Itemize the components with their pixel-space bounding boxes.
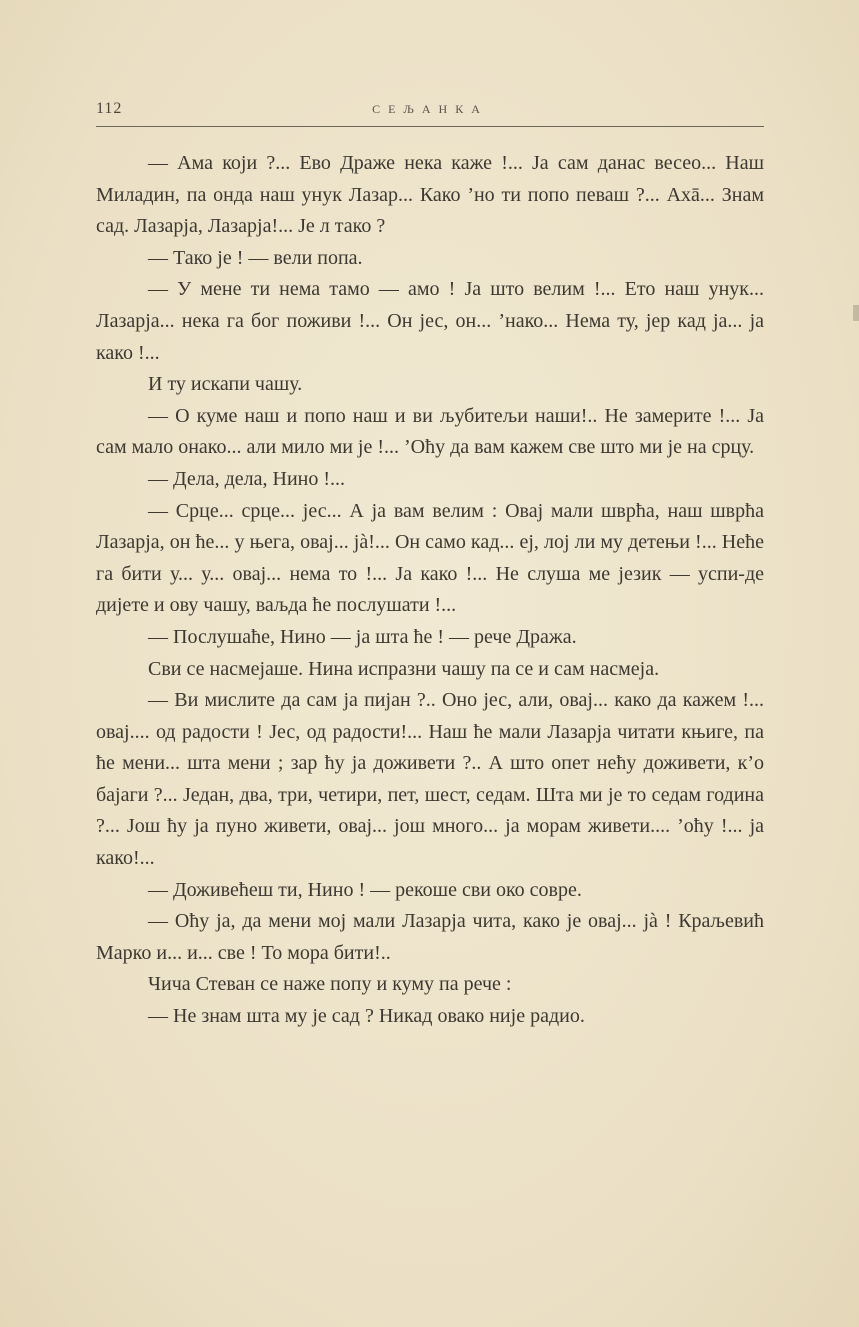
paragraph: — Ви мислите да сам ја пијан ?.. Оно јес, али, овај... како да кажем !... овај.... од радости ! Јес, од радости!... Наш ће мали Лазарја читати књиге, па ће мени... шта мени ; зар ћу ја доживети ?.. А што опет нећу доживети, к’о бајаги ?... Један, два, три, четири, пет, шест, седам. Шта ми је то седам година ?... Још ћу ја пуно живети, овај... још много... ја морам живети.... ’оћу !... ја како!...	[96, 689, 764, 870]
paragraph: — Не знам шта му је сад ? Никад овако није радио.	[148, 1005, 585, 1028]
page-number: 112	[96, 100, 123, 117]
page-header	[96, 100, 764, 127]
running-head: СЕЉАНКА	[372, 102, 488, 116]
text-body	[96, 148, 764, 1033]
page-edge-mark	[853, 305, 859, 321]
paragraph: И ту искапи чашу.	[148, 373, 303, 396]
paragraph: — Послушаће, Нино — ја шта ће ! — рече Дража.	[148, 625, 577, 648]
paragraph: — Доживећеш ти, Нино ! — рекоше сви око совре.	[148, 878, 582, 901]
paragraph: — Срце... срце... јес... А ја вам велим : Овај мали шврћа, наш шврћа Лазарја, он ће... у њега, овај... jà!... Он само кад... еј, лој ли му детењи !... Неће га бити у... у... овај... нема то !... Ја како !... Не слуша ме језик — успи-де дијете и ову чашу, ваљда ће послушати !...	[96, 499, 764, 617]
paragraph: — О куме наш и попо наш и ви љубитељи наши!.. Не замерите !... Ја сам мало онако... али мило ми је !... ’Оћу да вам кажем све што ми је на срцу.	[96, 404, 764, 459]
paragraph: — Ама који ?... Ево Драже нека каже !... Ја сам данас весео... Наш Миладин, па онда наш унук Лазар... Како ’но ти попо певаш ?... Ахā... Знам сад. Лазарја, Лазарја!... Је л тако ?	[96, 152, 764, 238]
paragraph: — У мене ти нема тамо — амо ! Ја што велим !... Ето наш унук... Лазарја... нека га бог поживи !... Он јес, он... ’нако... Нема ту, јер кад ја... ја како !...	[96, 278, 764, 364]
paragraph: Сви се насмејаше. Нина испразни чашу па се и сам насмеја.	[148, 657, 660, 680]
paragraph: — Дела, дела, Нино !...	[148, 467, 346, 490]
paragraph: Чича Стеван се наже попу и куму па рече :	[148, 973, 512, 996]
paragraph: — Оћу ја, да мени мој мали Лазарја чита, како је овај... jà ! Краљевић Марко и... и... све ! То мора бити!..	[96, 910, 764, 964]
paragraph: — Тако је ! — вели попа.	[148, 246, 363, 269]
